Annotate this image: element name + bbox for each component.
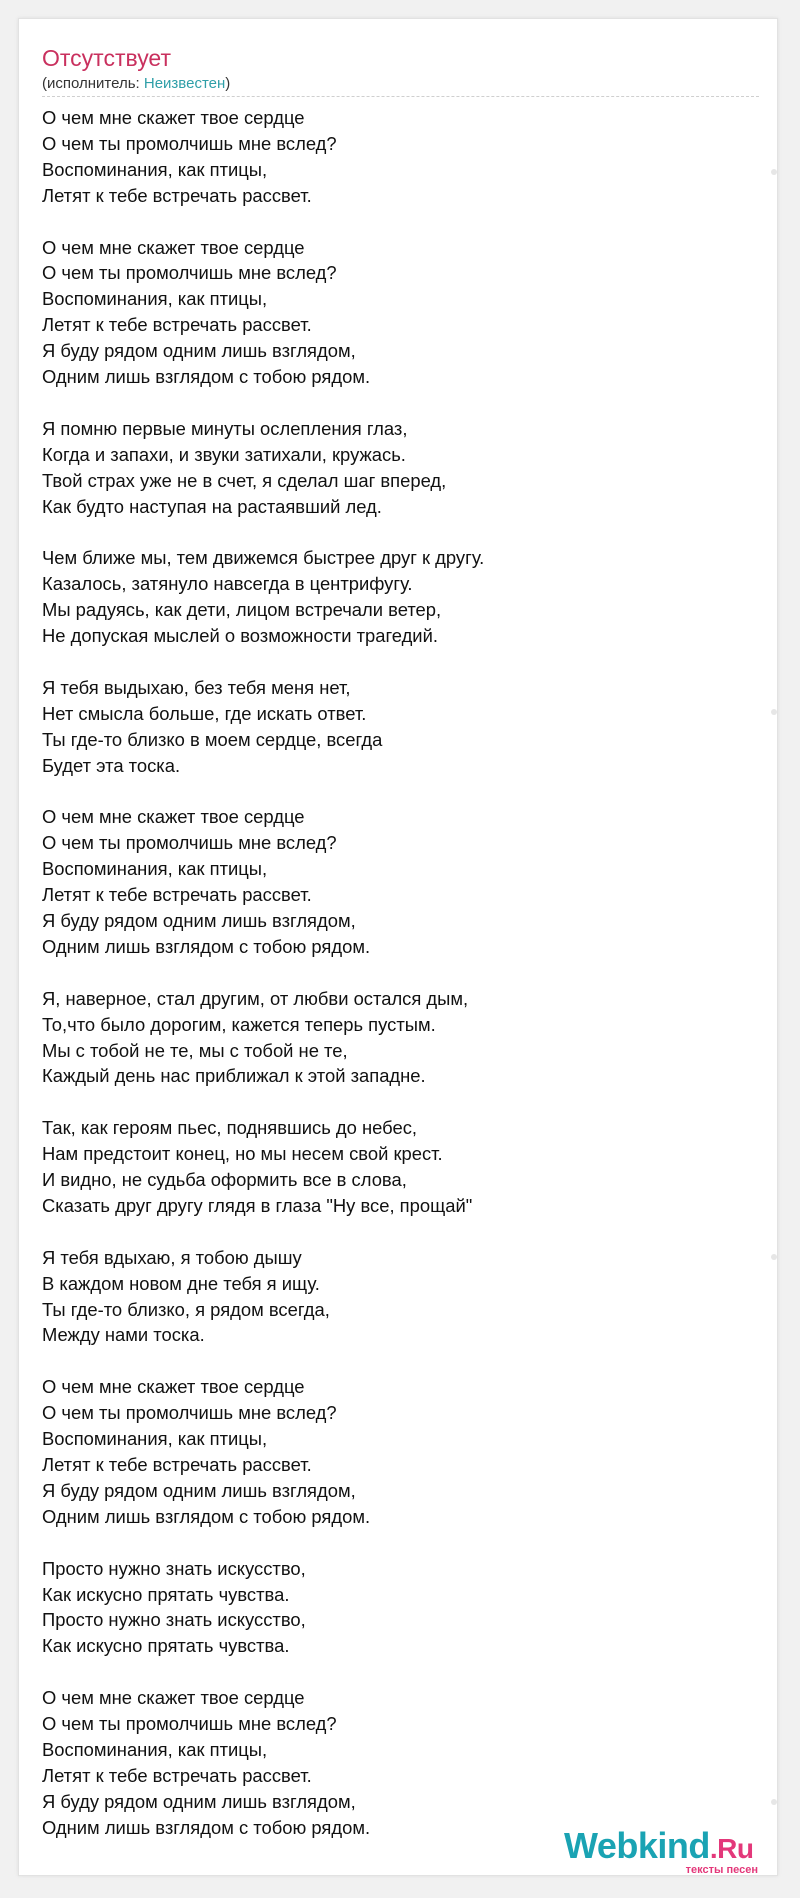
lyric-line: О чем ты промолчишь мне вслед? [42,832,337,854]
lyric-line: Твой страх уже не в счет, я сделал шаг вперед, [42,469,447,491]
lyric-line: О чем ты промолчишь мне вслед? [42,132,337,154]
lyric-line: Мы радуясь, как дети, лицом встречали ветер, [42,599,442,621]
lyric-line: О чем мне скажет твое сердце [42,236,305,258]
lyric-line: Воспоминания, как птицы, [42,1738,268,1760]
lyric-line: О чем мне скажет твое сердце [42,107,305,128]
lyric-line: Между нами тоска. [42,1324,205,1346]
lyric-line: Как будто наступая на растаявший лед. [42,495,382,517]
lyrics-stanza [42,105,742,209]
lyrics-stanza [42,804,742,959]
lyric-line: Нет смысла больше, где искать ответ. [42,702,367,724]
lyric-line: Воспоминания, как птицы, [42,288,268,310]
lyric-line: Сказать друг другу глядя в глаза "Ну все, прощай" [42,1194,473,1216]
webkind-logo[interactable] [564,1826,764,1876]
lyric-line: О чем мне скажет твое сердце [42,806,305,828]
lyrics-stanza [42,1115,742,1219]
lyric-line: О чем ты промолчишь мне вслед? [42,1713,337,1735]
artist-line [42,74,230,94]
logo-name: Webkind [564,1825,710,1866]
lyrics-stanza [42,235,742,390]
scroll-marker [771,709,777,715]
lyrics-stanza [42,675,742,779]
lyric-line: Одним лишь взглядом с тобою рядом. [42,366,371,388]
lyric-line: Будет эта тоска. [42,754,181,776]
lyric-line: Так, как героям пьес, поднявшись до небес, [42,1117,418,1139]
lyric-line: Воспоминания, как птицы, [42,1428,268,1450]
lyric-line: Казалось, затянуло навсегда в центрифугу. [42,573,413,595]
lyric-line: Я буду рядом одним лишь взглядом, [42,1790,356,1812]
lyrics-card [18,18,778,1876]
lyric-line: Как искусно прятать чувства. [42,1635,290,1657]
lyric-line: Я тебя выдыхаю, без тебя меня нет, [42,676,351,698]
scroll-marker [771,1254,777,1260]
lyric-line: Я тебя вдыхаю, я тобою дышу [42,1246,302,1268]
lyric-line: Воспоминания, как птицы, [42,858,268,880]
lyric-line: То,что было дорогим, кажется теперь пустым. [42,1013,436,1035]
logo-tld: .Ru [709,1833,754,1864]
lyric-line: Одним лишь взглядом с тобою рядом. [42,935,371,957]
lyric-line: Воспоминания, как птицы, [42,158,268,180]
lyric-line: И видно, не судьба оформить все в слова, [42,1169,407,1191]
lyric-line: Нам предстоит конец, но мы несем свой крест. [42,1143,443,1165]
artist-prefix: (исполнитель: [42,75,144,92]
lyric-line: Как искусно прятать чувства. [42,1583,290,1605]
lyrics-stanza [42,1556,742,1660]
lyric-line: Летят к тебе встречать рассвет. [42,884,312,906]
lyrics-stanza [42,1245,742,1349]
lyric-line: О чем мне скажет твое сердце [42,1376,305,1398]
scroll-marker [771,169,777,175]
lyric-line: Одним лишь взглядом с тобою рядом. [42,1816,371,1838]
lyric-line: Когда и запахи, и звуки затихали, кружась. [42,443,406,465]
lyric-line: О чем ты промолчишь мне вслед? [42,1402,337,1424]
lyric-line: Я буду рядом одним лишь взглядом, [42,340,356,362]
lyric-line: В каждом новом дне тебя я ищу. [42,1272,320,1294]
song-title: Отсутствует [42,45,171,71]
lyrics-stanza [42,545,742,649]
lyric-line: Чем ближе мы, тем движемся быстрее друг к другу. [42,547,485,569]
lyric-line: Я помню первые минуты ослепления глаз, [42,417,408,439]
lyric-line: Летят к тебе встречать рассвет. [42,184,312,206]
lyric-line: Не допуская мыслей о возможности трагедий. [42,625,438,647]
lyric-line: Мы с тобой не те, мы с тобой не те, [42,1039,348,1061]
header-divider [42,96,759,97]
lyric-line: О чем мне скажет твое сердце [42,1687,305,1709]
lyric-line: О чем ты промолчишь мне вслед? [42,262,337,284]
lyrics-stanza [42,1374,742,1529]
lyric-line: Летят к тебе встречать рассвет. [42,1764,312,1786]
logo-wordmark [564,1826,753,1869]
lyrics-stanza [42,986,742,1090]
lyric-line: Ты где-то близко, я рядом всегда, [42,1298,330,1320]
lyric-line: Просто нужно знать искусство, [42,1557,306,1579]
lyric-line: Ты где-то близко в моем сердце, всегда [42,728,383,750]
artist-link[interactable]: Неизвестен [143,75,226,92]
lyric-line: Просто нужно знать искусство, [42,1609,306,1631]
lyric-line: Каждый день нас приближал к этой западне. [42,1065,426,1087]
lyric-line: Я буду рядом одним лишь взглядом, [42,910,356,932]
logo-tagline: тексты песен [685,1864,758,1876]
lyric-line: Одним лишь взглядом с тобою рядом. [42,1505,371,1527]
artist-suffix: ) [225,75,231,92]
lyrics-stanza [42,416,742,520]
scroll-marker [771,1799,777,1805]
lyric-line: Летят к тебе встречать рассвет. [42,1453,312,1475]
lyric-line: Я буду рядом одним лишь взглядом, [42,1479,356,1501]
lyrics-stanza [42,1685,742,1840]
lyric-line: Я, наверное, стал другим, от любви остался дым, [42,987,469,1009]
lyric-line: Летят к тебе встречать рассвет. [42,314,312,336]
lyrics-text [42,105,742,1841]
